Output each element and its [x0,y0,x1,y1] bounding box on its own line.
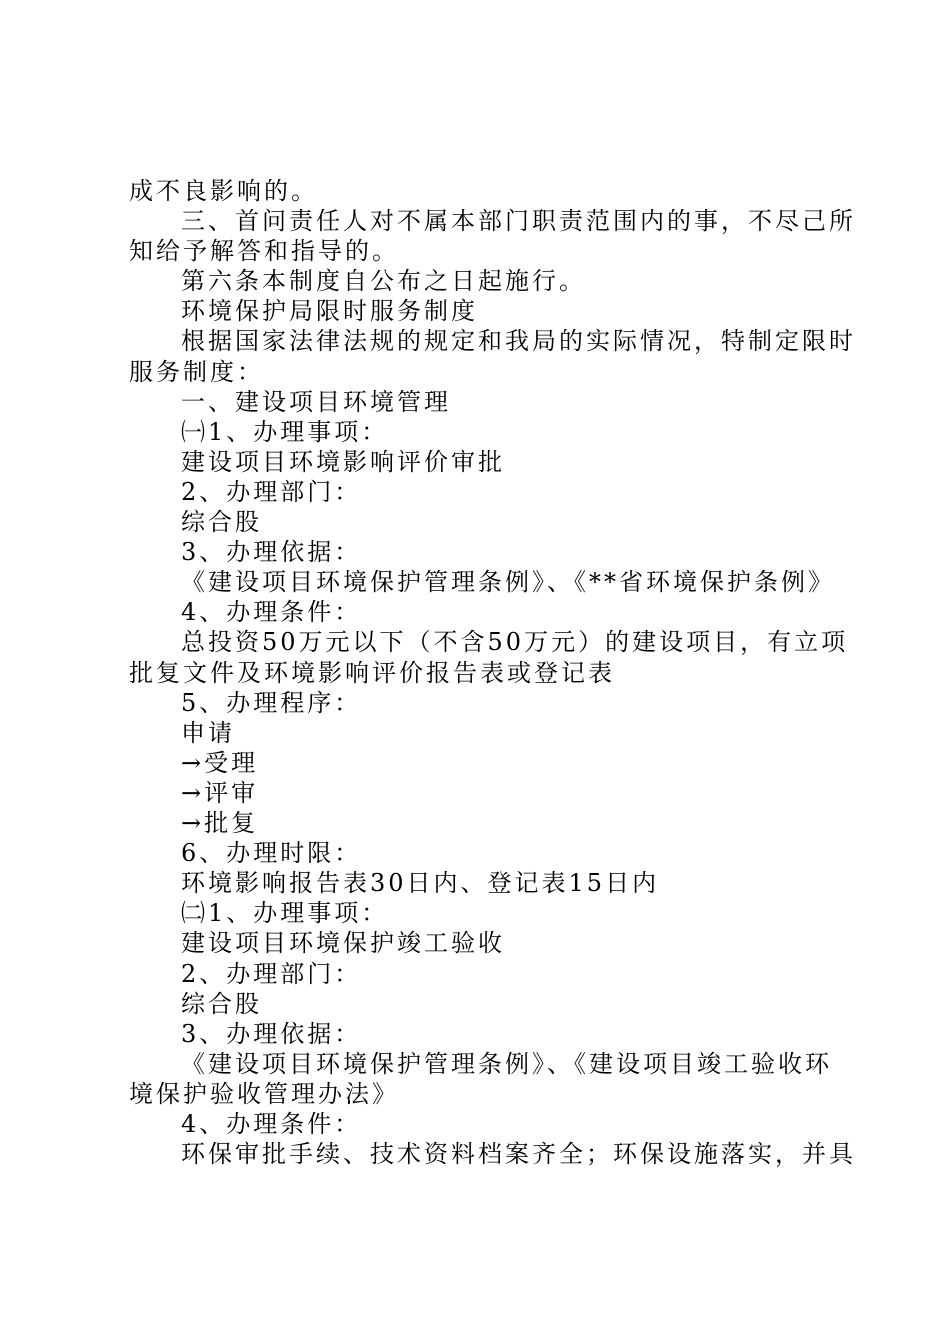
text-line: 成不良影响的。 [129,177,318,205]
text-line: →评审 [181,779,259,807]
text-line: 建设项目环境保护竣工验收 [181,929,505,957]
text-line: 第六条本制度自公布之日起施行。 [181,267,586,295]
text-line: 知给予解答和指导的。 [129,237,399,265]
text-line: 6、办理时限： [181,839,362,867]
text-line: 三、首问责任人对不属本部门职责范围内的事，不尽己所 [181,207,856,235]
text-line: 3、办理依据： [181,538,362,566]
text-line: 建设项目环境影响评价审批 [181,448,505,476]
text-line: 环境影响报告表30日内、登记表15日内 [181,869,660,897]
text-line: 根据国家法律法规的规定和我局的实际情况，特制定限时 [181,327,856,355]
text-line: 综合股 [181,990,262,1018]
text-line: 5、办理程序： [181,689,362,717]
text-line: →受理 [181,749,259,777]
text-line: 服务制度： [129,358,264,386]
text-line: →批复 [181,809,259,837]
text-line: 环保审批手续、技术资料档案齐全；环保设施落实，并具 [181,1140,856,1168]
text-line: 环境保护局限时服务制度 [181,297,478,325]
text-line: 《建设项目环境保护管理条例》、《**省环境保护条例》 [181,568,835,596]
text-line: 综合股 [181,508,262,536]
text-line: 申请 [181,719,235,747]
text-line: 4、办理条件： [181,1110,362,1138]
text-line: 境保护验收管理办法》 [129,1080,399,1108]
text-line: 2、办理部门： [181,478,362,506]
text-line: ㈡1、办理事项： [181,899,389,927]
text-line: 4、办理条件： [181,598,362,626]
text-line: 批复文件及环境影响评价报告表或登记表 [129,659,615,687]
text-line: 《建设项目环境保护管理条例》、《建设项目竣工验收环 [181,1050,832,1078]
text-line: 总投资50万元以下（不含50万元）的建设项目，有立项 [181,628,849,656]
text-line: ㈠1、办理事项： [181,418,389,446]
text-line: 3、办理依据： [181,1020,362,1048]
section-heading: 一、建设项目环境管理 [181,388,451,416]
text-line: 2、办理部门： [181,960,362,988]
